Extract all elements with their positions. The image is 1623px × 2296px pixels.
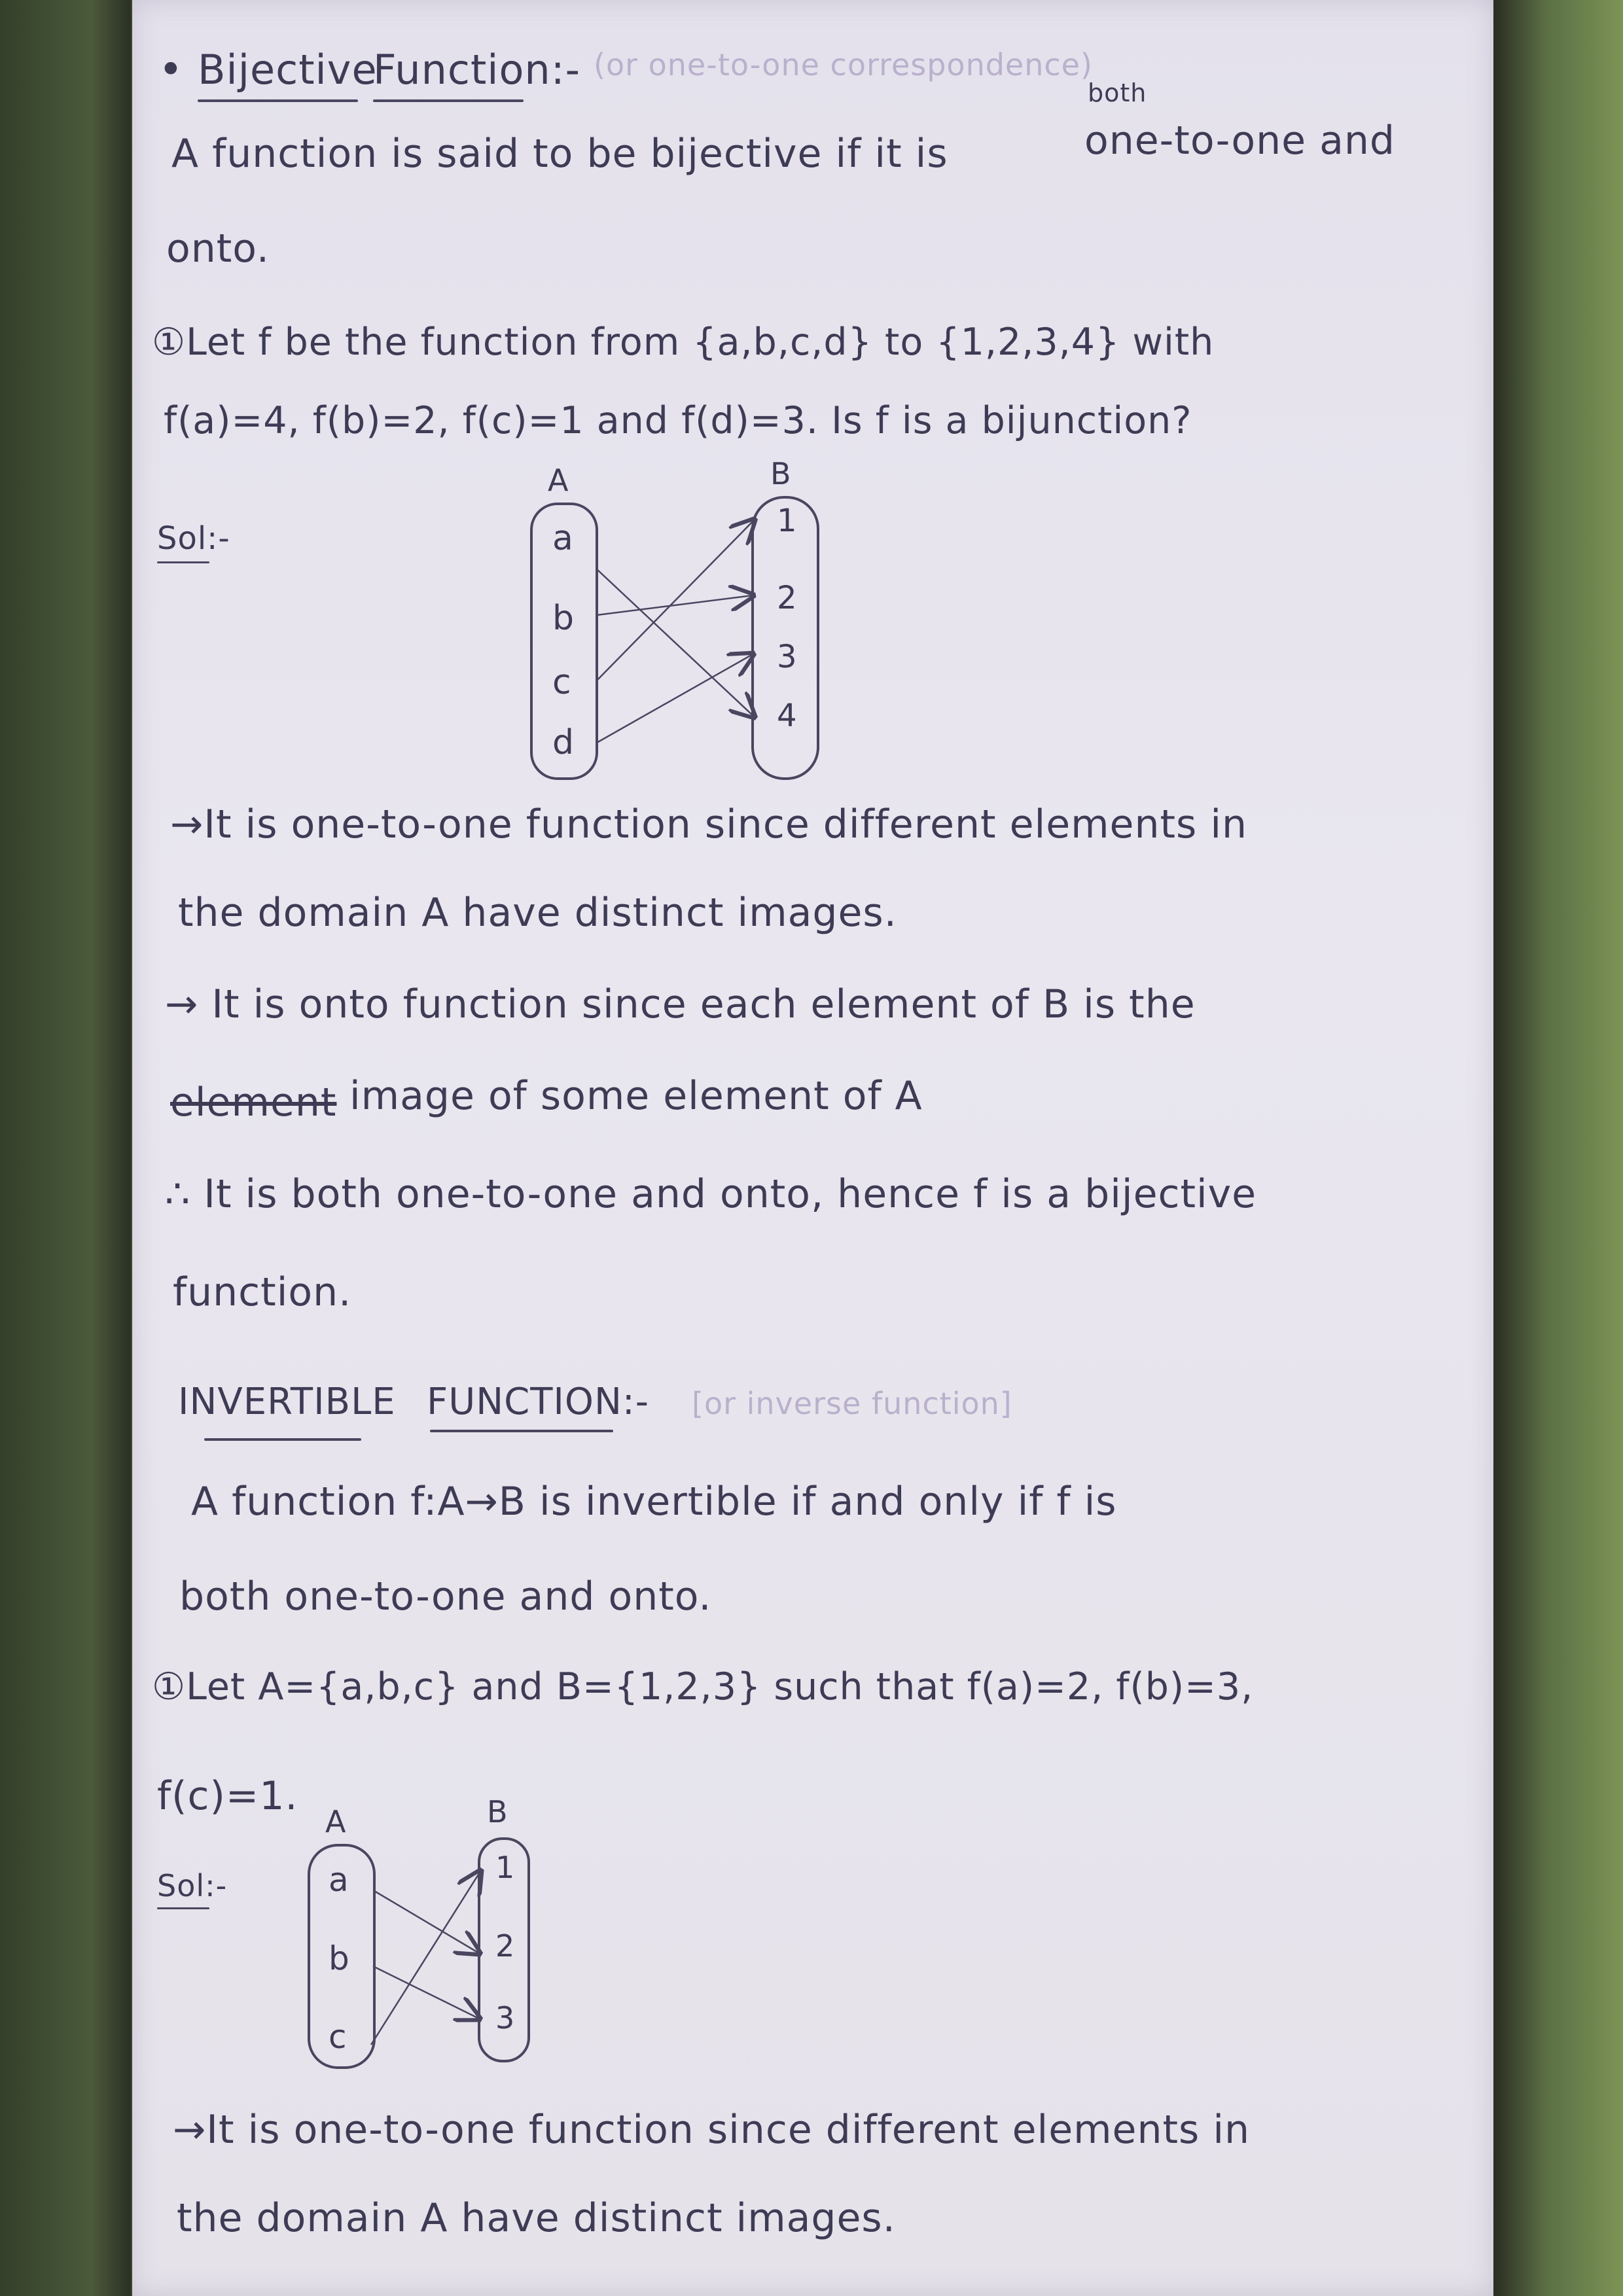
arrow-c-to-1 bbox=[597, 520, 754, 680]
underline-sol-1 bbox=[157, 561, 209, 563]
heading-note: (or one-to-one correspondence) bbox=[594, 47, 1093, 82]
heading-bijective: Bijective bbox=[198, 46, 378, 94]
bullet: • bbox=[158, 46, 184, 94]
conclusion-line2: function. bbox=[173, 1269, 352, 1315]
reason2-line1: → It is onto function since each element of B is the bbox=[165, 981, 1196, 1027]
set-b-element: 1 bbox=[495, 1850, 515, 1885]
underline-bijective bbox=[198, 99, 358, 102]
example2-line1: ①Let A={a,b,c} and B={1,2,3} such that f(a)=2, f(b)=3, bbox=[152, 1665, 1254, 1708]
mapping-diagram-1 bbox=[381, 458, 839, 798]
reason-line2-2: the domain A have distinct images. bbox=[177, 2195, 896, 2241]
set-a-element: d bbox=[552, 723, 575, 762]
set-a-element: b bbox=[329, 1939, 349, 1977]
set-a-element: c bbox=[552, 663, 571, 702]
example1-line1: ①Let f be the function from {a,b,c,d} to {1,2,3,4} with bbox=[152, 321, 1215, 364]
definition-line1-end: one-to-one and bbox=[1084, 118, 1396, 164]
insert-both: both bbox=[1088, 79, 1147, 107]
set-b-element: 4 bbox=[777, 698, 797, 734]
arrow-c-to-1 bbox=[371, 1871, 480, 2045]
arrow-a-to-4 bbox=[597, 569, 754, 716]
heading-function: Function:- bbox=[373, 46, 580, 94]
definition-line2: onto. bbox=[166, 226, 270, 272]
set-a-element: b bbox=[552, 599, 575, 638]
arrow-a-to-2 bbox=[374, 1891, 479, 1953]
mapping-diagram-2 bbox=[296, 1793, 558, 2081]
underline-sol-2 bbox=[157, 1907, 209, 1909]
set-b-element: 3 bbox=[777, 639, 797, 675]
set-a-label-2: A bbox=[325, 1804, 346, 1839]
notebook-page bbox=[132, 0, 1493, 2296]
background-right-edge bbox=[1493, 0, 1623, 2296]
set-b-label-1: B bbox=[770, 458, 791, 491]
heading-function-2: FUNCTION:- bbox=[427, 1381, 649, 1423]
set-b-label-2: B bbox=[487, 1794, 508, 1829]
arrow-d-to-3 bbox=[597, 654, 753, 743]
underline-invertible bbox=[204, 1438, 361, 1441]
arrow-b-to-2 bbox=[597, 595, 753, 615]
sol-label-1: Sol:- bbox=[157, 520, 230, 557]
underline-function-2 bbox=[430, 1430, 613, 1432]
set-b-element: 2 bbox=[777, 580, 797, 616]
set-a-label-1: A bbox=[548, 463, 569, 498]
set-b-oval-1 bbox=[753, 497, 818, 779]
reason2-struck-word: element bbox=[170, 1080, 337, 1125]
set-a-element: a bbox=[552, 519, 573, 558]
reason-line1-2: →It is one-to-one function since different elements in bbox=[173, 2107, 1251, 2153]
example2-line2: f(c)=1. bbox=[157, 1773, 298, 1819]
heading-invertible: INVERTIBLE bbox=[178, 1381, 396, 1423]
set-b-element: 1 bbox=[777, 503, 797, 539]
invertible-def-line1: A function f:A→B is invertible if and only if f is bbox=[191, 1479, 1117, 1525]
underline-function bbox=[373, 99, 524, 102]
reason2-line2: image of some element of A bbox=[349, 1073, 923, 1119]
set-a-element: c bbox=[329, 2018, 347, 2056]
example1-line2: f(a)=4, f(b)=2, f(c)=1 and f(d)=3. Is f is a bijunction? bbox=[164, 399, 1192, 442]
heading-note-2: [or inverse function] bbox=[692, 1386, 1012, 1421]
reason1-line1: →It is one-to-one function since different elements in bbox=[170, 802, 1248, 847]
reason1-line2: the domain A have distinct images. bbox=[178, 890, 897, 936]
sol-label-2: Sol:- bbox=[157, 1868, 228, 1903]
arrow-b-to-3 bbox=[373, 1966, 479, 2019]
invertible-def-line2: both one-to-one and onto. bbox=[179, 1574, 712, 1619]
background-left-edge bbox=[0, 0, 131, 2296]
definition-line1: A function is said to be bijective if it is bbox=[171, 131, 948, 177]
conclusion-line1: ∴ It is both one-to-one and onto, hence f is a bijective bbox=[165, 1171, 1257, 1217]
set-b-element: 3 bbox=[495, 2000, 515, 2036]
set-b-element: 2 bbox=[495, 1928, 515, 1964]
set-a-element: a bbox=[329, 1861, 349, 1899]
